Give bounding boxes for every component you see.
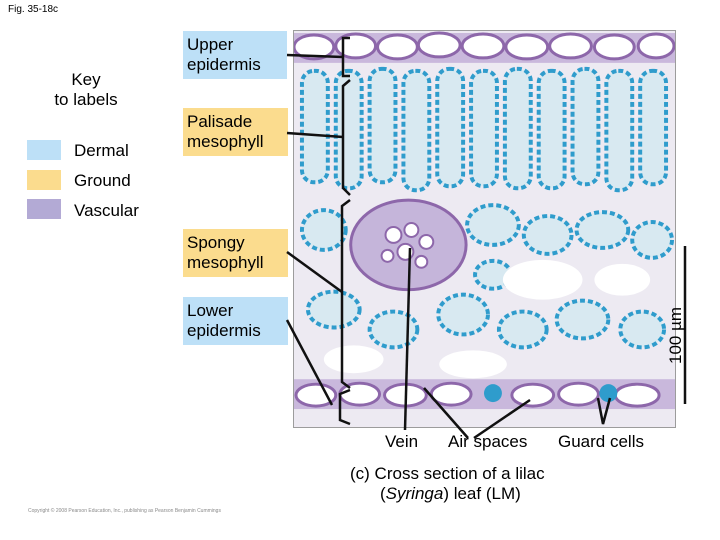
label-upper-epidermis-line1: Upper — [187, 35, 234, 54]
caption-line2-rest: ) leaf (LM) — [443, 484, 521, 503]
label-vein: Vein — [385, 432, 419, 451]
label-spongy-mesophyll-line1: Spongy — [187, 233, 245, 252]
bracket-spongy — [342, 200, 350, 388]
pointer-air-spaces-1 — [424, 388, 468, 438]
copyright-notice: Copyright © 2008 Pearson Education, Inc., publishing as Pearson Benjamin Cummings — [28, 508, 221, 514]
key-label-dermal: Dermal — [74, 141, 129, 160]
pointer-vein — [405, 248, 410, 430]
caption-paren-open: ( — [380, 484, 386, 503]
pointer-guard-cells — [598, 398, 610, 424]
bracket-palisade — [343, 80, 350, 195]
caption-line2 — [350, 484, 545, 504]
label-palisade-mesophyll-line2: mesophyll — [187, 132, 264, 151]
key-title-line2: to labels — [54, 90, 118, 109]
label-spongy-mesophyll-line2: mesophyll — [187, 253, 264, 272]
label-air-spaces: Air spaces — [448, 432, 528, 451]
key-label-ground: Ground — [74, 171, 131, 190]
label-guard-cells: Guard cells — [558, 432, 644, 451]
pointer-upper-epidermis — [287, 55, 343, 57]
label-lower-epidermis-line1: Lower — [187, 301, 234, 320]
pointer-spongy — [287, 252, 342, 292]
caption-line1: (c) Cross section of a lilac — [350, 464, 545, 483]
figure-caption — [350, 464, 545, 504]
scale-bar-label: 100 µm — [666, 306, 685, 364]
bracket-lower-epidermis — [340, 390, 350, 424]
key-label-vascular: Vascular — [74, 201, 139, 220]
bracket-upper-epidermis — [343, 38, 350, 76]
caption-genus: Syringa — [385, 484, 444, 503]
figure-number: Fig. 35-18c — [8, 4, 59, 15]
label-upper-epidermis-line2: epidermis — [187, 55, 261, 74]
label-palisade-mesophyll-line1: Palisade — [187, 112, 253, 131]
pointer-lower-epidermis — [287, 320, 332, 405]
label-lower-epidermis-line2: epidermis — [187, 321, 261, 340]
pointer-palisade — [287, 133, 343, 137]
key-title-line1: Key — [71, 70, 101, 89]
